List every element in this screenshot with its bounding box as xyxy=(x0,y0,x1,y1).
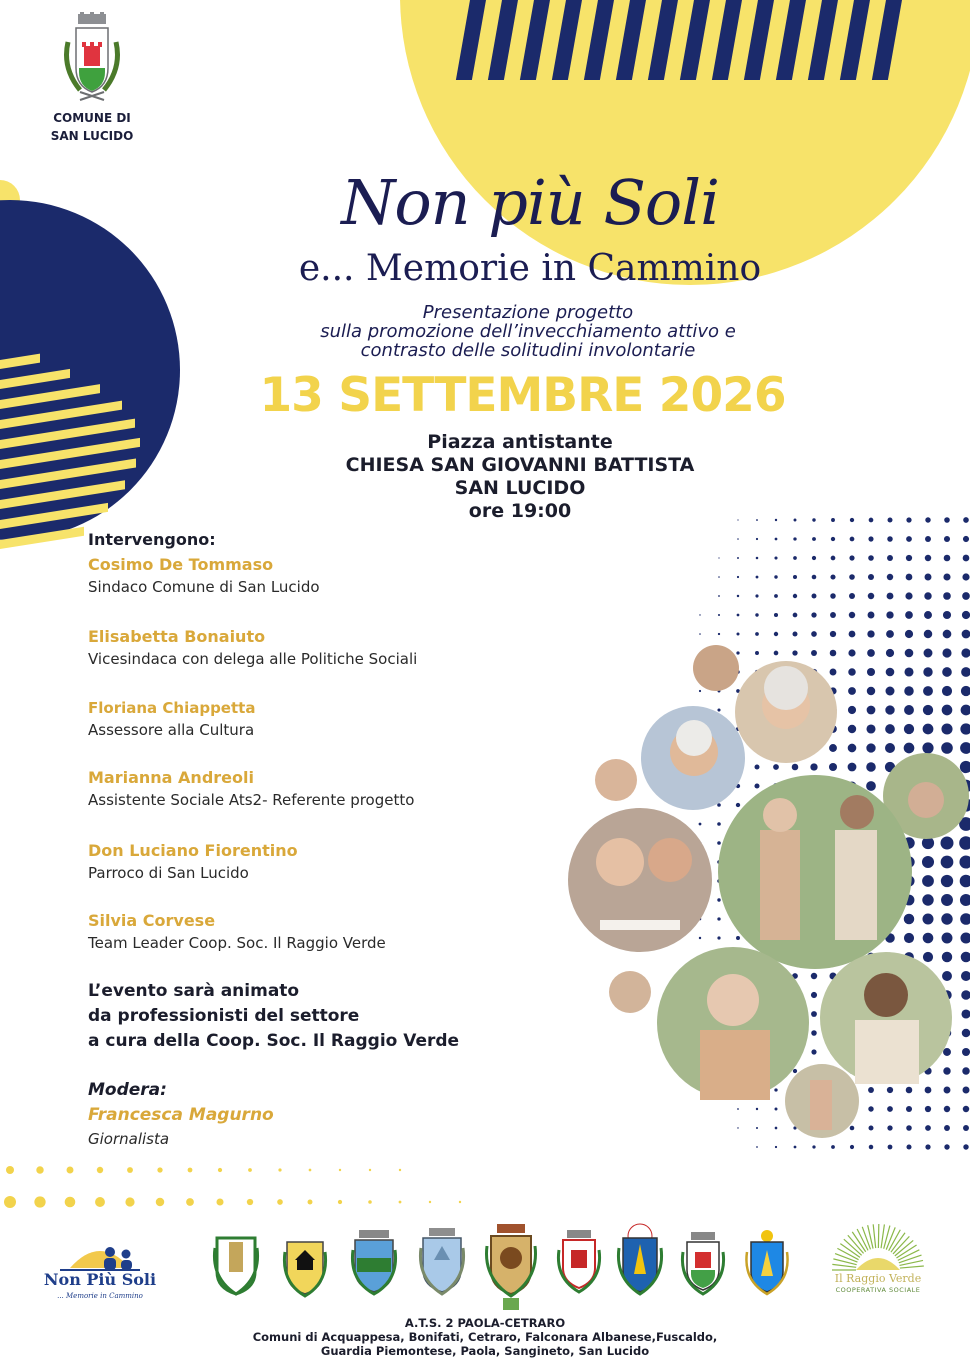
speaker-role: Sindaco Comune di San Lucido xyxy=(88,578,320,596)
subtitle-line3: contrasto delle solitudini involontarie xyxy=(360,340,696,361)
crest-paola-icon xyxy=(618,1224,661,1294)
speaker-role: Assistente Sociale Ats2- Referente progetto xyxy=(88,791,415,809)
footer-line1: A.T.S. 2 PAOLA-CETRARO xyxy=(404,1316,566,1330)
project-logo-subtitle: ... Memorie in Cammino xyxy=(57,1292,143,1300)
main-title: Non più Soli xyxy=(341,166,719,239)
speaker-name: Silvia Corvese xyxy=(88,911,216,930)
municipality-name-line1: COMUNE DI xyxy=(53,111,131,125)
speaker-item xyxy=(88,699,255,739)
cooperative-logo xyxy=(826,1224,930,1304)
venue-line2: CHIESA SAN GIOVANNI BATTISTA xyxy=(345,454,695,476)
project-logo xyxy=(40,1232,160,1312)
yellow-dots-shape xyxy=(4,1166,461,1208)
event-date: 13 SETTEMBRE 2026 xyxy=(259,368,786,423)
speaker-name: Floriana Chiappetta xyxy=(88,699,256,717)
footer-line3: Guardia Piemontese, Paola, Sangineto, San Lucido xyxy=(320,1344,650,1358)
speaker-role: Assessore alla Cultura xyxy=(88,721,255,739)
municipal-crest-icon xyxy=(62,12,122,104)
sunburst-icon xyxy=(826,1224,930,1274)
moderator-section xyxy=(88,1080,274,1148)
speaker-item xyxy=(88,768,414,809)
photo-circle-small-bottom xyxy=(609,971,651,1013)
moderator-label: Modera: xyxy=(88,1080,167,1100)
event-venue xyxy=(0,431,970,523)
subtitle xyxy=(0,303,970,360)
subtitle-line2: sulla promozione dell’invecchiamento attivo e xyxy=(320,321,736,342)
footer-text xyxy=(0,1316,970,1358)
cooperative-logo-subtitle: COOPERATIVA SOCIALE xyxy=(835,1286,921,1294)
crest-bonifati-icon xyxy=(284,1242,325,1296)
crest-san-lucido-icon xyxy=(746,1230,787,1294)
photo-circle-coffee xyxy=(568,808,712,952)
speakers-section xyxy=(88,530,568,952)
project-logo-title: Non Più Soli xyxy=(43,1270,157,1289)
speaker-item xyxy=(88,627,417,668)
animation-note xyxy=(88,979,459,1054)
municipality-name-line2: SAN LUCIDO xyxy=(50,129,134,143)
crest-cetraro-icon xyxy=(352,1230,395,1294)
sunrise-people-icon xyxy=(40,1232,160,1272)
crest-fuscaldo-icon xyxy=(487,1224,536,1310)
photo-collage xyxy=(568,645,969,1138)
speaker-role: Team Leader Coop. Soc. Il Raggio Verde xyxy=(88,934,386,952)
speaker-name: Marianna Andreoli xyxy=(88,768,254,787)
crest-acquappesa-icon xyxy=(214,1238,257,1294)
photo-circle-hands xyxy=(693,645,739,691)
animation-note-line2: da professionisti del settore xyxy=(88,1006,360,1026)
speaker-item xyxy=(88,841,298,882)
speaker-name: Don Luciano Fiorentino xyxy=(88,841,298,860)
moderator-role: Giornalista xyxy=(88,1130,170,1148)
animation-note-line1: L’evento sarà animato xyxy=(88,981,300,1001)
secondary-title: e... Memorie in Cammino xyxy=(298,248,762,289)
speaker-role: Vicesindaca con delega alle Politiche Sociali xyxy=(88,650,418,668)
crest-falconara-icon xyxy=(420,1228,463,1294)
municipal-crests-row xyxy=(205,1222,805,1312)
speaker-item xyxy=(88,911,386,952)
venue-line1: Piazza antistante xyxy=(427,431,613,453)
speaker-name: Cosimo De Tommaso xyxy=(88,555,274,574)
cooperative-logo-title: Il Raggio Verde xyxy=(834,1272,922,1285)
photo-circle-hand-small xyxy=(595,759,637,801)
crest-sangineto-icon xyxy=(682,1232,723,1294)
moderator-name: Francesca Magurno xyxy=(88,1105,274,1125)
photo-circle-walking-group xyxy=(718,775,912,969)
speaker-item xyxy=(88,555,320,596)
speaker-role: Parroco di San Lucido xyxy=(88,864,249,882)
venue-line3: SAN LUCIDO xyxy=(454,477,586,499)
municipality-logo xyxy=(48,12,136,146)
event-time: ore 19:00 xyxy=(468,500,572,522)
subtitle-line1: Presentazione progetto xyxy=(422,302,634,323)
footer-line2: Comuni di Acquappesa, Bonifati, Cetraro, Falconara Albanese,Fuscaldo, xyxy=(252,1330,718,1344)
crest-guardia-icon xyxy=(558,1230,599,1292)
animation-note-line3: a cura della Coop. Soc. Il Raggio Verde xyxy=(88,1031,460,1051)
speaker-name: Elisabetta Bonaiuto xyxy=(88,627,266,646)
speakers-heading: Intervengono: xyxy=(88,530,216,549)
